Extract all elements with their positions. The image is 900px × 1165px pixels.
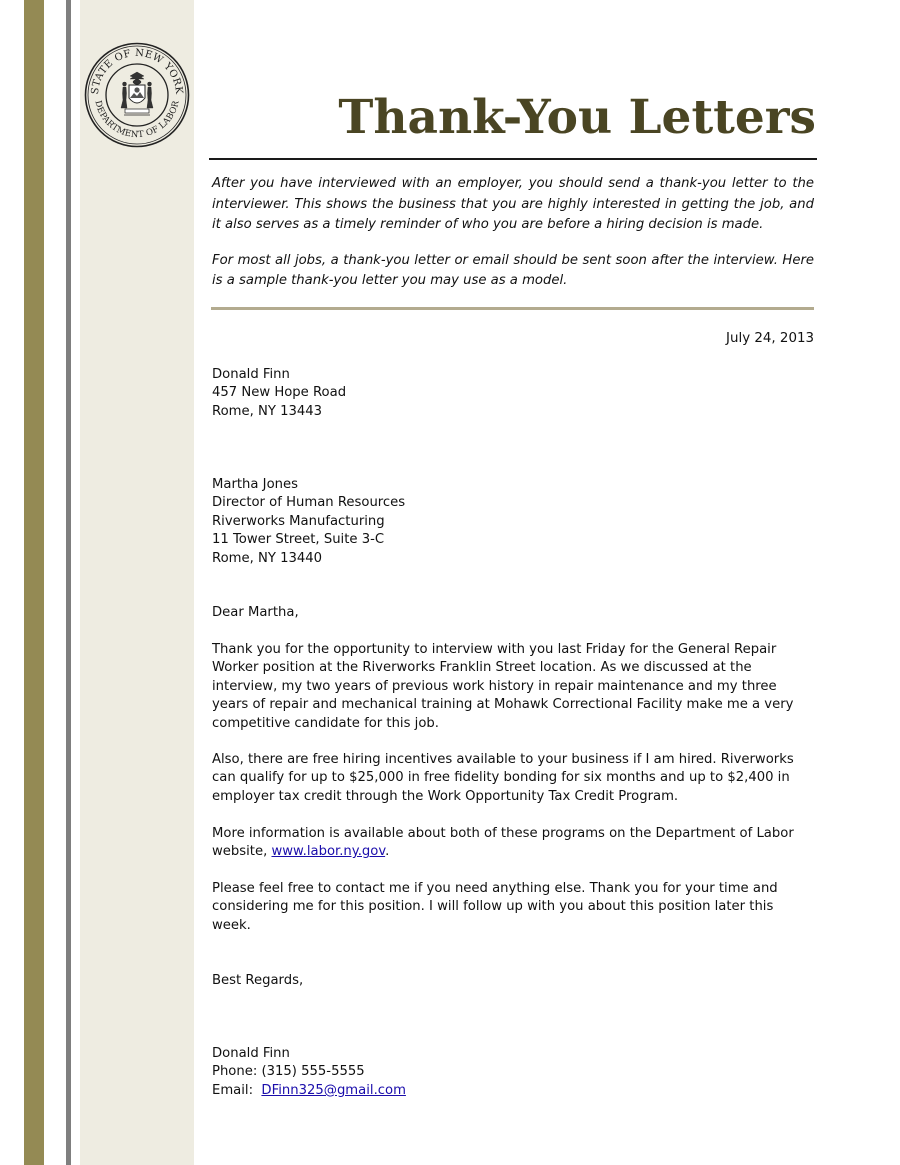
signature-block — [212, 1045, 816, 1100]
left-gray-bar — [66, 0, 71, 1165]
recipient-city: Rome, NY 13440 — [212, 550, 323, 566]
recipient-street: 11 Tower Street, Suite 3-C — [212, 532, 385, 548]
closing — [212, 972, 816, 990]
recipient-name: Martha Jones — [212, 477, 298, 492]
left-beige-panel — [80, 0, 194, 1165]
intro-text — [212, 174, 814, 307]
salutation — [212, 604, 816, 622]
body-paragraph-3 — [212, 825, 816, 862]
body1-line: interview, my two years of previous work history in repair maintenance and my three — [212, 678, 777, 694]
title-underline — [209, 158, 817, 160]
body1-line: years of repair and mechanical training at Mohawk Correctional Facility make me a very — [212, 697, 794, 713]
body2-line: Also, there are free hiring incentives available to your business if I am hired. Riverworks — [212, 752, 794, 767]
salutation-text: Dear Martha, — [212, 605, 299, 620]
svg-text:DEPARTMENT OF LABOR — [92, 99, 181, 140]
intro-paragraph-2: For most all jobs, a thank-you letter or email should be sent soon after the interview. Here is a sample thank-you letter you may use as a model. — [212, 252, 814, 288]
recipient-address — [212, 476, 816, 568]
body3-suffix: . — [385, 844, 390, 860]
body1-line: Worker position at the Riverworks Franklin Street location. As we discussed at the — [212, 660, 752, 676]
seal-top-text: STATE OF NEW YORK — [89, 47, 185, 95]
recipient-company: Riverworks Manufacturing — [212, 513, 385, 529]
seal-bottom-text: DEPARTMENT OF LABOR — [92, 99, 182, 141]
coat-of-arms-icon — [121, 72, 153, 115]
closing-text: Best Regards, — [212, 973, 304, 988]
section-divider — [211, 307, 814, 310]
left-olive-bar — [24, 0, 44, 1165]
body1-line: competitive candidate for this job. — [212, 715, 439, 731]
body4-line: week. — [212, 917, 251, 933]
intro-paragraph-1: After you have interviewed with an employer, you should send a thank-you letter to the interviewer. This shows the business that you are highly interested in getting the job, and it also serves as a timely reminder of who you are before a hiring decision is made. — [212, 176, 814, 232]
sender-city: Rome, NY 13443 — [212, 403, 323, 419]
body3-line-2 — [212, 843, 816, 861]
body2-line: can qualify for up to $25,000 in free fidelity bonding for six months and up to $2,400 in — [212, 770, 790, 786]
sender-address — [212, 366, 816, 421]
email-label: Email: — [212, 1082, 262, 1098]
signature-name: Donald Finn — [212, 1046, 290, 1061]
email-link[interactable]: DFinn325@gmail.com — [261, 1082, 406, 1098]
body3-line: More information is available about both of these programs on the Department of Labor — [212, 826, 794, 841]
sender-street: 457 New Hope Road — [212, 385, 347, 401]
body1-line: Thank you for the opportunity to interview with you last Friday for the General Repair — [212, 642, 777, 657]
letter-date: July 24, 2013 — [726, 331, 814, 346]
labor-website-link[interactable]: www.labor.ny.gov — [271, 844, 386, 860]
sender-name: Donald Finn — [212, 367, 290, 382]
signature-email-line — [212, 1082, 816, 1100]
body3-prefix: website, — [212, 844, 272, 860]
body4-line: Please feel free to contact me if you need anything else. Thank you for your time and — [212, 881, 778, 896]
body-paragraph-4 — [212, 880, 816, 935]
body2-line: employer tax credit through the Work Opportunity Tax Credit Program. — [212, 788, 679, 804]
page-title: Thank-You Letters — [338, 90, 816, 145]
body4-line: considering me for this position. I will follow up with you about this position later this — [212, 899, 774, 915]
recipient-title: Director of Human Resources — [212, 495, 406, 511]
nys-department-of-labor-seal — [84, 42, 190, 148]
body-paragraph-1 — [212, 641, 816, 733]
body-paragraph-2 — [212, 751, 816, 806]
signature-phone: Phone: (315) 555-5555 — [212, 1064, 365, 1080]
